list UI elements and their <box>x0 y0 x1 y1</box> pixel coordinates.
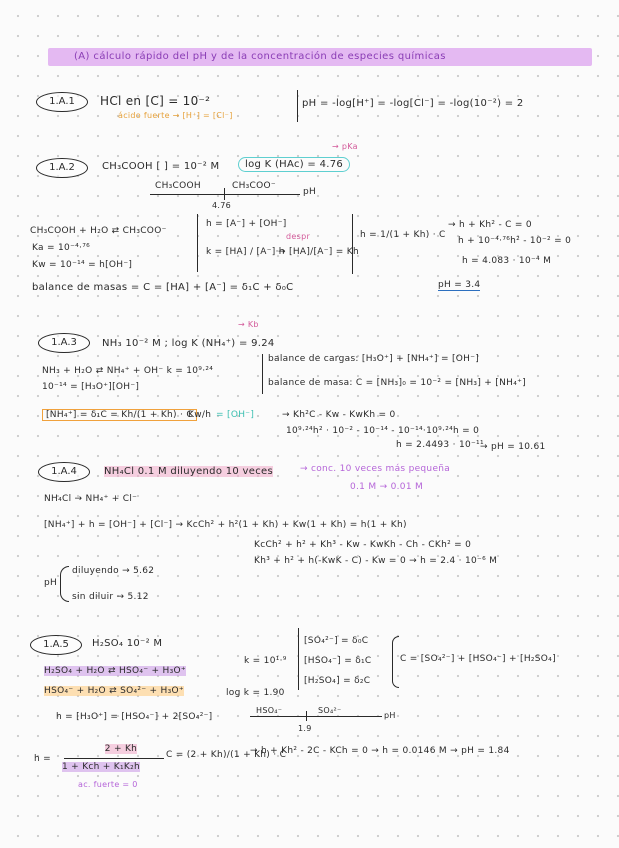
s5-h-denominator <box>62 762 140 772</box>
s5-h-denominator-text: 1 + Kch + K₁K₂h <box>62 762 141 772</box>
s2-scale-value: 4.76 <box>212 201 232 210</box>
s2-ph-value: pH = 3.4 <box>438 280 481 290</box>
s5-mass-balance: C = [SO₄²⁻] + [HSO₄⁻] + [H₂SO₄] <box>400 654 556 664</box>
s5-divider <box>298 628 299 690</box>
s2-scale-tick <box>224 188 225 200</box>
s5-reaction-2 <box>44 686 184 696</box>
s2-ph-result <box>438 280 480 290</box>
s5-scale-line <box>250 716 382 717</box>
s2-h-balance: h = [A⁻] + [OH⁻] <box>206 219 287 229</box>
s4-note-1: → conc. 10 veces más pequeña <box>300 464 451 474</box>
s5-k1: k = 10¹·⁹ <box>244 656 287 666</box>
s3-kb-note: → Kb <box>238 320 259 329</box>
s5-delta-1: [HSO₄⁻] = δ₁C <box>304 656 372 666</box>
s5-reaction-1 <box>44 666 186 676</box>
s3-kw: 10⁻¹⁴ = [H₃O⁺][OH⁻] <box>42 382 140 392</box>
s5-h-lhs: h = <box>34 754 52 764</box>
s3-delta-box: [NH₄⁺] = δ₁C = Kh/(1 + Kh) · C <box>42 409 197 421</box>
s4-eq-1: KcCh² + h² + Kh³ - Kw - KwKh - Ch - CKh² = 0 <box>254 540 472 550</box>
s3-mass-balance: balance de masa: C = [NH₃]₀ = 10⁻² = [NH₃] + [NH₄⁺] <box>268 378 526 388</box>
s2-mass-balance: balance de masas = C = [HA] + [A⁻] = δ₁C + δ₀C <box>32 282 294 293</box>
s5-scale-left: HSO₄⁻ <box>256 706 283 715</box>
s3-kw-h: Kw/h <box>188 410 212 420</box>
s3-reaction: NH₃ + H₂O ⇄ NH₄⁺ + OH⁻ k = 10⁹·²⁴ <box>42 366 214 376</box>
s2-logk <box>238 159 350 170</box>
section-label-1a5: 1.A.5 <box>30 635 82 655</box>
s4-equation-text: NH₄Cl 0.1 M diluyendo 10 veces <box>104 466 273 477</box>
s5-h-numerator <box>80 744 162 754</box>
s3-eq-1: → Kh²C - Kw - KwKh = 0 <box>282 410 396 420</box>
s5-reaction-1-text: H₂SO₄ + H₂O ⇄ HSO₄⁻ + H₃O⁺ <box>44 666 186 676</box>
s2-result-1: → h + Kh² - C = 0 <box>448 220 532 230</box>
s2-scale-right: CH₃COO⁻ <box>232 181 276 191</box>
s4-eq-2: Kh³ + h² + h(-KwK - C) - Kw = 0 → h = 2.4 · 10⁻⁶ M <box>254 556 498 566</box>
s2-h-solution: h = 1/(1 + Kh) · C <box>360 230 446 240</box>
section-label-1a2: 1.A.2 <box>36 158 88 178</box>
s5-delta-0: [SO₄²⁻] = δ₀C <box>304 636 369 646</box>
s5-delta-2: [H₂SO₄] = δ₂C <box>304 676 371 686</box>
s1-ph: pH = -log[H⁺] = -log[Cl⁻] = -log(10⁻²) = 2 <box>302 98 524 109</box>
s2-result-3: h = 4.083 · 10⁻⁴ M <box>462 256 552 266</box>
s5-scale-tick <box>306 711 307 721</box>
s5-reaction-2-text: HSO₄⁻ + H₂O ⇄ SO₄²⁻ + H₃O⁺ <box>44 686 184 696</box>
s2-pka-note: → pKa <box>332 142 358 151</box>
s2-k-ratio: → [HA]/[A⁻] = Kh <box>278 247 359 257</box>
s2-equation: CH₃COOH [ ] = 10⁻² M <box>102 161 220 172</box>
s3-eq-3: h = 2.4493 · 10⁻¹¹ <box>396 440 484 450</box>
s3-equation: NH₃ 10⁻² M ; log K (NH₄⁺) = 9.24 <box>102 338 275 349</box>
s4-note-2: 0.1 M → 0.01 M <box>350 482 424 492</box>
s1-note: ácido fuerte → [H⁺] = [Cl⁻] <box>118 111 233 120</box>
s2-scale-left: CH₃COOH <box>155 181 201 191</box>
s5-h-balance: h = [H₃O⁺] = [HSO₄⁻] + 2[SO₄²⁻] <box>56 712 213 722</box>
s2-despr-note: despr <box>286 232 311 241</box>
s4-equation <box>104 466 273 477</box>
s1-divider <box>297 90 298 122</box>
s5-logk: log k = 1.90 <box>226 688 285 698</box>
s5-scale-ph: pH <box>384 711 396 720</box>
s2-k-expression: k = [HA] / [A⁻]·h <box>206 247 285 257</box>
s5-h-numerator-text: 2 + Kh <box>104 744 138 754</box>
s3-delta <box>42 410 197 420</box>
s3-ph-result: → pH = 10.61 <box>480 442 546 452</box>
s2-divider-left <box>197 214 198 272</box>
s4-balance: [NH₄⁺] + h = [OH⁻] + [Cl⁻] → KcCh² + h²(1 + Kh) + Kw(1 + Kh) = h(1 + Kh) <box>44 520 407 530</box>
s1-equation: HCl en [C] = 10⁻² <box>100 94 211 108</box>
s5-h-result: → h + Kh² - 2C - KCh = 0 → h = 0.0146 M → pH = 1.84 <box>250 746 510 756</box>
s2-ka: Ka = 10⁻⁴·⁷⁶ <box>32 243 91 253</box>
s2-scale-line <box>150 194 300 195</box>
s5-equation: H₂SO₄ 10⁻² M <box>92 638 163 649</box>
s5-bracket <box>392 636 399 688</box>
s2-kw: Kw = 10⁻¹⁴ = h[OH⁻] <box>32 260 133 270</box>
s5-fraction-line <box>64 758 164 759</box>
s2-scale-ph: pH <box>303 187 317 197</box>
s3-divider <box>262 354 263 394</box>
s3-charge-balance: balance de cargas: [H₃O⁺] + [NH₄⁺] = [OH⁻] <box>268 354 480 364</box>
s5-scale-right: SO₄²⁻ <box>318 706 342 715</box>
s3-eq-2: 10⁹·²⁴h² · 10⁻² - 10⁻¹⁴ - 10⁻¹⁴·10⁹·²⁴h = 0 <box>286 426 480 436</box>
s5-scale-value: 1.9 <box>298 724 312 733</box>
s2-reaction: CH₃COOH + H₂O ⇄ CH₃COO⁻ <box>30 226 167 236</box>
s5-h-middle: C = (2 + Kh)/(1 + Kh) · C <box>166 750 287 760</box>
s2-result-2: h + 10⁻⁴·⁷⁶h² - 10⁻² = 0 <box>458 236 572 246</box>
section-label-1a1: 1.A.1 <box>36 92 88 112</box>
page-title: (A) cálculo rápido del pH y de la concentración de especies químicas <box>48 48 592 66</box>
s4-ph-bracket <box>60 566 69 602</box>
section-label-1a4: 1.A.4 <box>38 462 90 482</box>
s4-ph-diluted: diluyendo → 5.62 <box>72 566 155 576</box>
s4-ph-undiluted: sin diluir → 5.12 <box>72 592 149 602</box>
s5-strong-acid-note: ac. fuerte = 0 <box>78 780 138 789</box>
s3-oh: = [OH⁻] <box>216 410 255 420</box>
s4-ph-label: pH <box>44 578 58 588</box>
s2-logk-circle: log K (HAc) = 4.76 <box>238 157 350 172</box>
s2-divider-right <box>352 214 353 274</box>
s4-reaction: NH₄Cl → NH₄⁺ + Cl⁻ <box>44 494 138 504</box>
section-label-1a3: 1.A.3 <box>38 333 90 353</box>
